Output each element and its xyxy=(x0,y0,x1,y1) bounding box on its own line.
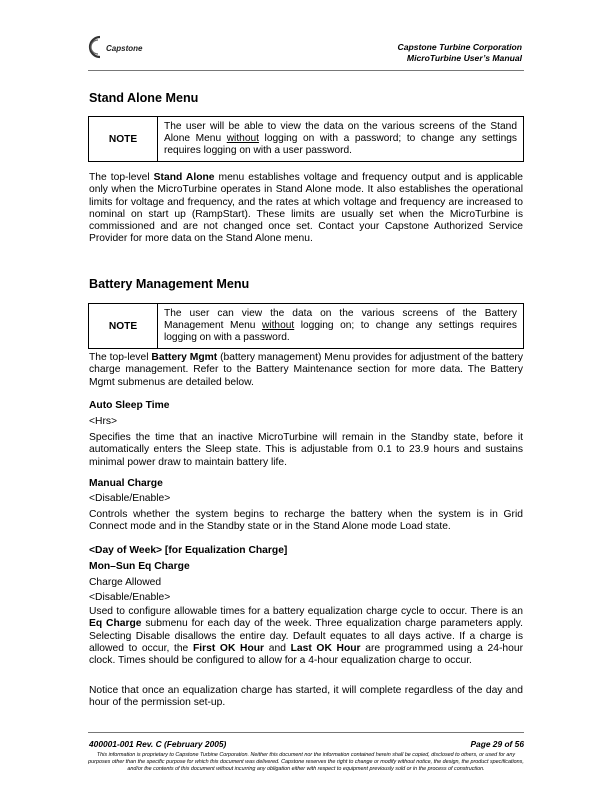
proprietary-disclaimer: This information is proprietary to Capstone Turbine Corporation. Neither this document nor the information contained herein shall be copied, disclosed to others, or used for any purposes other than the specific purpose for which this document was delivered. Capstone reserves the right to change or modify without notice, the design, the product specifications, and/or the contents of this document without incurring any obligation either with respect to equipment previously sold or in the process of construction. xyxy=(88,752,524,772)
stand-alone-description: The top-level Stand Alone menu establishes voltage and frequency output and is applicable only when the MicroTurbine operates in Stand Alone mode. It also establishes the operational limits for voltage and frequency, and the rates at which voltage and frequency are increased to nominal on start up (RampStart). These limits are usually set when the MicroTurbine is commissioned and are not changed once set. Contact your Capstone Authorized Service Provider for more data on the Stand Alone menu. xyxy=(89,172,523,245)
note-text: The user can view the data on the various screens of the Battery Management Menu without logging on; to change any settings requires logging on with a password. xyxy=(158,304,524,349)
eq-description: Used to configure allowable times for a battery equalization charge cycle to occur. There is an Eq Charge submenu for each day of the week. Three equalization charge parameters apply. Selecting Disable disallows the entire day. Default equates to all days active. If a charge is allowed to occur, the First OK Hour and Last OK Hour are programmed using a 24-hour clock. Times should be configured to allow for a 4-hour equalization charge to occur. xyxy=(89,606,523,667)
manual-name: MicroTurbine User’s Manual xyxy=(406,53,522,63)
section-title-stand-alone: Stand Alone Menu xyxy=(89,91,199,105)
company-logo xyxy=(86,34,156,64)
page-number: Page 29 of 56 xyxy=(470,739,524,749)
header-divider xyxy=(88,70,524,71)
footer-divider xyxy=(88,732,524,733)
manual-charge-text: Controls whether the system begins to recharge the battery when the system is in Grid Connect mode and in the Standby state or in the Stand Alone mode Load state. xyxy=(89,509,523,533)
battery-mgmt-description: The top-level Battery Mgmt (battery management) Menu provides for adjustment of the battery charge management. Refer to the Battery Maintenance section for more data. The Battery Mgmt submenus are detailed below. xyxy=(89,352,523,388)
eq-charge-allowed: Charge Allowed xyxy=(89,577,162,588)
manual-charge-heading: Manual Charge xyxy=(89,478,163,489)
auto-sleep-heading: Auto Sleep Time xyxy=(89,400,170,411)
manual-charge-options: <Disable/Enable> xyxy=(89,493,171,504)
note-box-stand-alone xyxy=(88,116,524,162)
document-number: 400001-001 Rev. C (February 2005) xyxy=(89,739,227,749)
capstone-logo-icon xyxy=(86,34,108,60)
note-label: NOTE xyxy=(89,304,158,349)
eq-notice: Notice that once an equalization charge has started, it will complete regardless of the day and hour of the permission set-up. xyxy=(89,685,523,709)
auto-sleep-unit: <Hrs> xyxy=(89,416,118,427)
eq-day-heading: <Day of Week> [for Equalization Charge] xyxy=(89,545,288,556)
eq-subheading: Mon–Sun Eq Charge xyxy=(89,561,190,572)
note-box-battery xyxy=(88,303,524,349)
company-name: Capstone Turbine Corporation xyxy=(397,42,522,52)
logo-text: Capstone xyxy=(106,44,143,53)
section-title-battery-management: Battery Management Menu xyxy=(89,277,250,291)
auto-sleep-text: Specifies the time that an inactive MicroTurbine will remain in the Standby state, before it automatically enters the Sleep state. This is adjustable from 0.1 to 23.9 hours and sustains minimal power draw to maintain battery life. xyxy=(89,432,523,468)
header-titles xyxy=(398,42,522,64)
note-label: NOTE xyxy=(89,117,158,162)
eq-options: <Disable/Enable> xyxy=(89,592,171,603)
note-text: The user will be able to view the data on the various screens of the Stand Alone Menu without logging on with a password; to change any settings requires logging on with a user password. xyxy=(158,117,524,162)
